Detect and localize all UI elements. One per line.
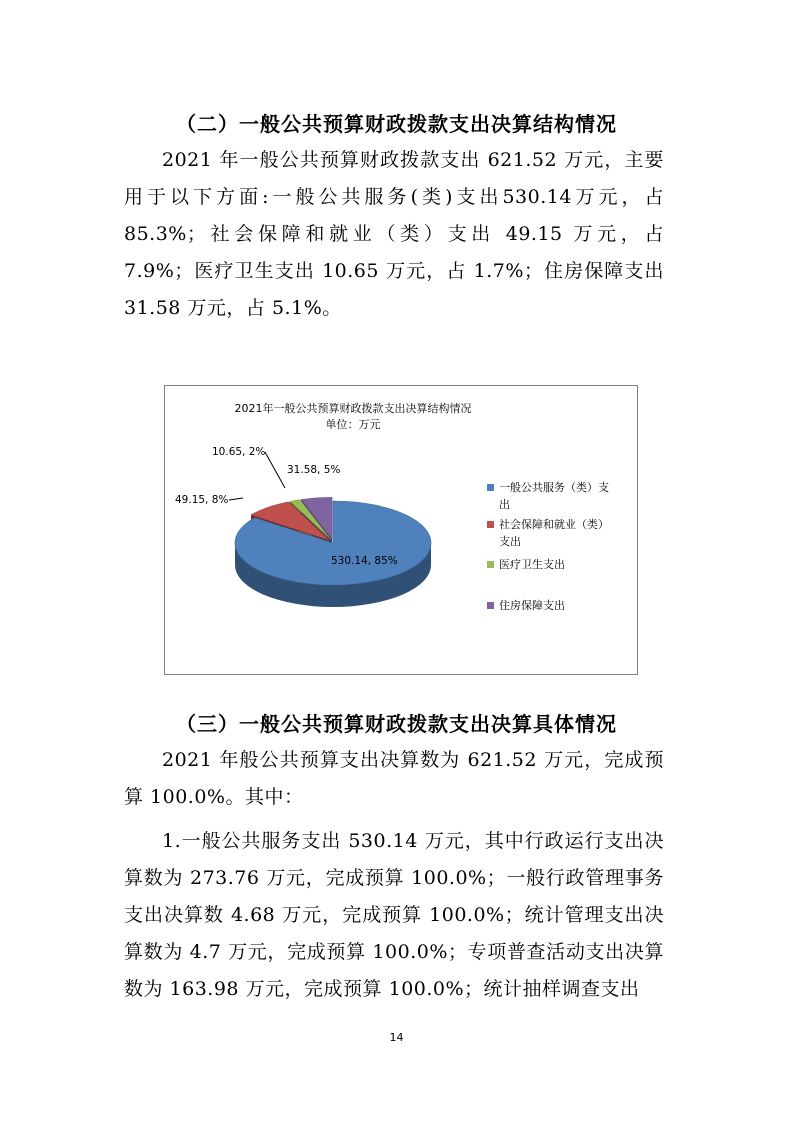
pie-chart-svg [165, 386, 637, 674]
legend-label-1-1: 支出 [499, 535, 521, 548]
section2-heading: （二）一般公共预算财政拨款支出决算结构情况 [176, 112, 617, 136]
section3-paragraph-1: 2021 年般公共预算支出决算数为 621.52 万元，完成预算 100.0%。其中： [124, 749, 664, 808]
section3-heading: （三）一般公共预算财政拨款支出决算具体情况 [176, 712, 617, 736]
chart-title: 2021年一般公共预算财政拨款支出决算结构情况 [234, 402, 472, 415]
data-label-1: 49.15, 8% [175, 494, 229, 506]
legend-label-0-1: 出 [499, 498, 510, 511]
chart-legend [487, 480, 609, 612]
section2-paragraph: 2021 年一般公共预算财政拨款支出 621.52 万元，主要用于以下方面:一般公共服务(类)支出530.14万元，占85.3%；社会保障和就业（类）支出 49.15 万元，占 7.9%；医疗卫生支出 10.65 万元，占 1.7%；住房保障支出 31.58 万元，占 5.1%。 [124, 149, 664, 319]
legend-label-1-0: 社会保障和就业（类） [499, 518, 609, 531]
legend-swatch-2 [487, 561, 494, 568]
leader-line-1 [229, 498, 243, 500]
pie-chart [164, 385, 638, 675]
legend-label-2-0: 医疗卫生支出 [499, 558, 565, 571]
legend-label-3-0: 住房保障支出 [499, 599, 565, 612]
legend-label-0-0: 一般公共服务（类）支 [499, 481, 609, 494]
data-label-2: 10.65, 2% [212, 446, 266, 458]
legend-swatch-1 [487, 521, 494, 528]
section3-paragraph-2: 1.一般公共服务支出 530.14 万元，其中行政运行支出决算数为 273.76 万元，完成预算 100.0%；一般行政管理事务支出决算数 4.68 万元，完成预算 100.0%；统计管理支出决算数为 4.7 万元，完成预算 100.0%；专项普查活动支出决算数为 163.98 万元，完成预算 100.0%；统计抽样调查支出 [124, 830, 664, 1000]
legend-swatch-0 [487, 484, 494, 491]
data-label-3: 31.58, 5% [287, 464, 341, 476]
data-label-0: 530.14, 85% [331, 555, 398, 567]
chart-subtitle: 单位：万元 [325, 418, 381, 431]
leader-line-2 [265, 452, 285, 488]
legend-swatch-3 [487, 602, 494, 609]
page-number: 14 [389, 1031, 404, 1044]
pie-slices [235, 497, 431, 607]
